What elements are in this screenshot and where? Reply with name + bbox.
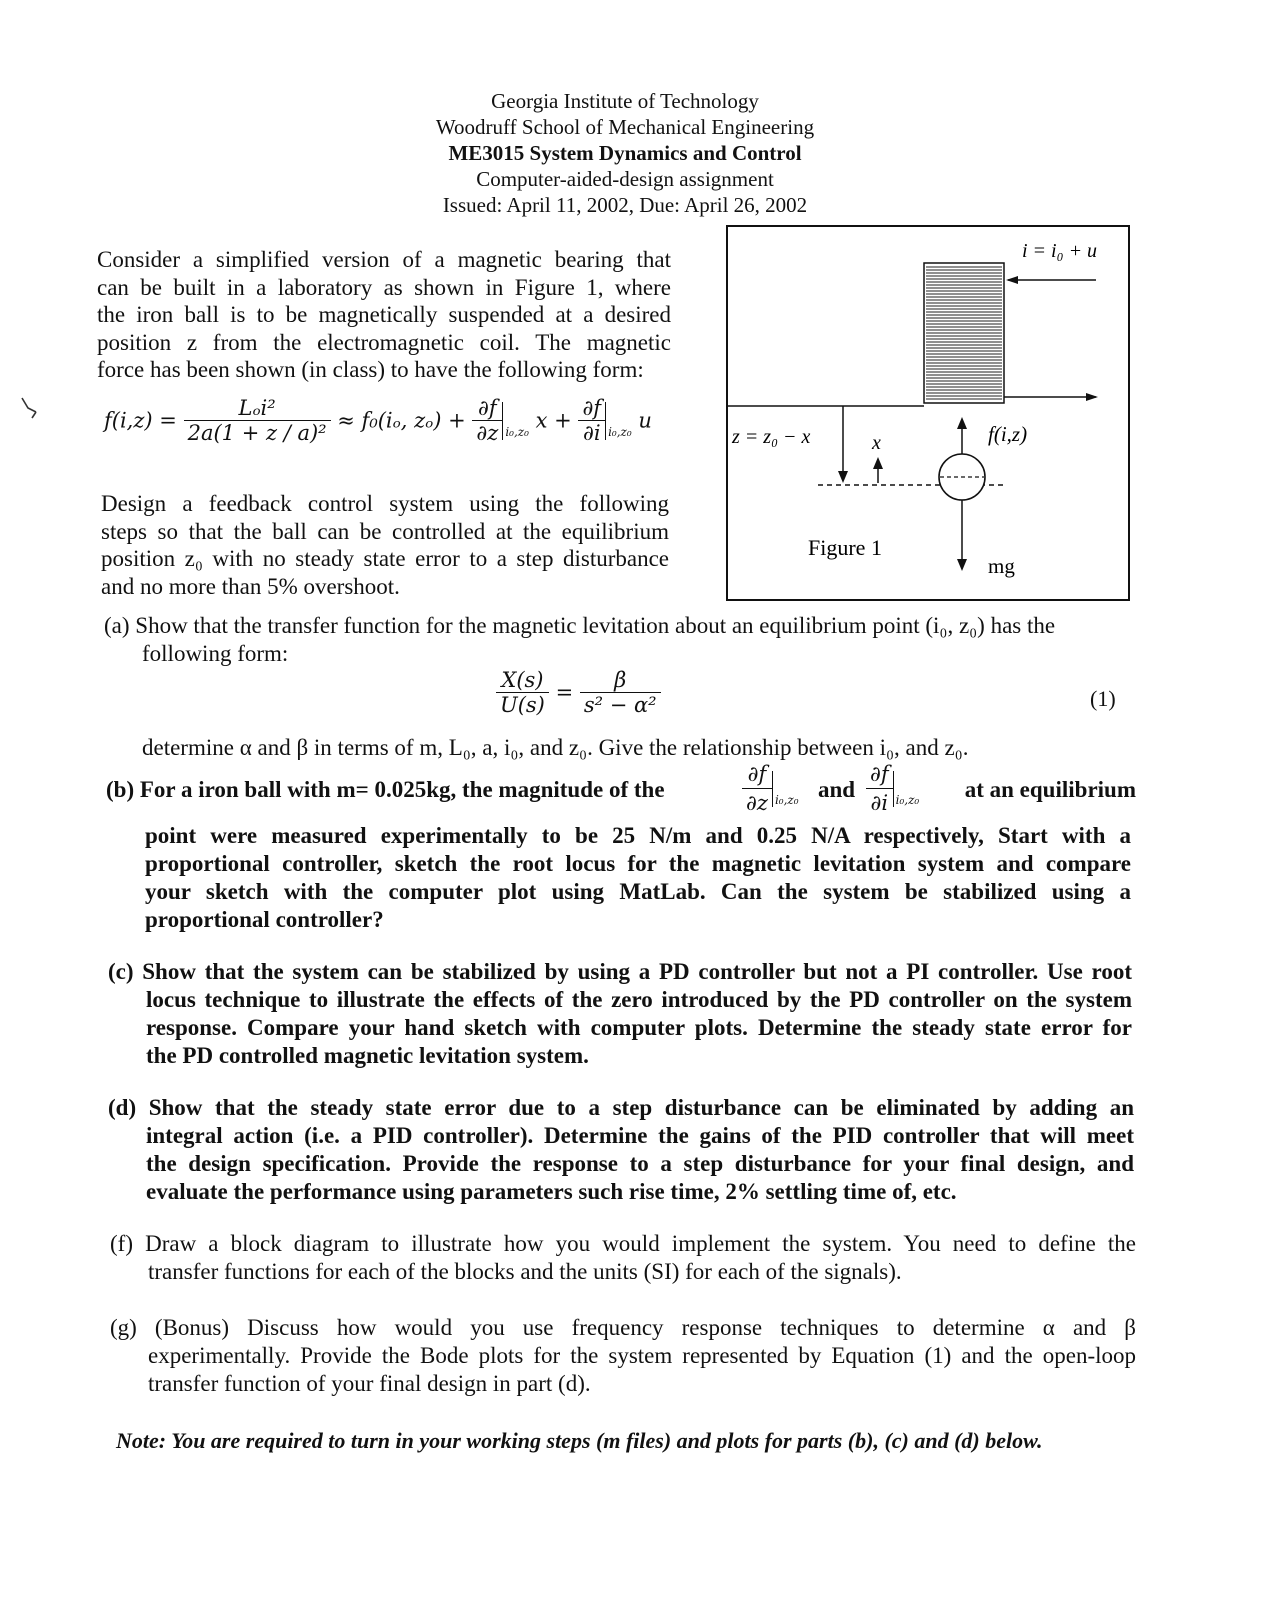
tf-equals: = — [555, 680, 574, 705]
part-a — [104, 612, 1134, 668]
part-f-line: transfer functions for each of the blocks and the units (SI) for each of the signals). — [148, 1259, 902, 1284]
eval-sub: i₀,z₀ — [895, 793, 920, 807]
partial-denominator: ∂z — [746, 791, 768, 815]
part-g-line: experimentally. Provide the Bode plots for the system represented by Equation (1) and the open-loop — [148, 1343, 1136, 1368]
eval-sub: i₀,z₀ — [505, 425, 529, 439]
force-denominator: 2a(1 + z / a)² — [187, 421, 327, 445]
partial-denominator: ∂i — [582, 421, 601, 445]
submission-note: Note: You are required to turn in your working steps (m files) and plots for parts (b), (c) and (d) below. — [116, 1428, 1043, 1453]
tf-rhs-den: s² − α² — [583, 693, 657, 717]
intro-line: can be built in a laboratory as shown in Figure 1, where — [97, 274, 671, 300]
partial-denominator: ∂i — [870, 791, 889, 815]
part-a-line: (a) Show that the transfer function for the magnetic levitation about an equilibrium point (i₀, z₀) has the — [104, 613, 1056, 638]
force-equation — [104, 396, 704, 466]
part-b-first-line — [106, 760, 1136, 816]
tf-lhs — [496, 668, 549, 717]
design-line: Design a feedback control system using the following — [101, 491, 669, 516]
part-g-line: (g) (Bonus) Discuss how would you use frequency response techniques to determine α and β — [110, 1315, 1136, 1340]
header-institution: Georgia Institute of Technology — [491, 89, 759, 113]
part-g-line: transfer function of your final design in part (d). — [148, 1371, 591, 1396]
header-assignment: Computer-aided-design assignment — [476, 167, 774, 191]
force-lhs: f(i,z) = — [104, 408, 177, 433]
eval-sub: i₀,z₀ — [774, 793, 799, 807]
header-school: Woodruff School of Mechanical Engineering — [435, 115, 815, 139]
part-b — [145, 822, 1131, 934]
part-c-line: (c) Show that the system can be stabilized by using a PD controller but not a PI controller. Use root — [108, 959, 1132, 984]
part-c-line: the PD controlled magnetic levitation system. — [146, 1043, 589, 1068]
part-b-partial-fz — [742, 760, 799, 817]
tf-rhs — [580, 668, 661, 717]
design-paragraph — [101, 490, 669, 600]
eval-sub: i₀,z₀ — [608, 425, 632, 439]
part-a-line: following form: — [142, 641, 289, 666]
intro-line: force has been shown (in class) to have the following form: — [97, 357, 644, 382]
part-f-line: (f) Draw a block diagram to illustrate how you would implement the system. You need to define the — [110, 1231, 1136, 1256]
figure-1 — [726, 225, 1132, 601]
weight-arrow-head — [957, 559, 967, 571]
equation-number: (1) — [1090, 686, 1116, 711]
current-label: i = i₀ + u — [1022, 240, 1098, 262]
pen-mark — [18, 394, 42, 426]
intro-line: position z from the electromagnetic coil. The magnetic — [97, 329, 671, 355]
force-numerator: Lₒi² — [184, 396, 331, 421]
design-line: steps so that the ball can be controlled at the equilibrium — [101, 518, 669, 544]
tf-lhs-den: U(s) — [500, 693, 545, 717]
part-c-line: response. Compare your hand sketch with computer plots. Determine the steady state error for — [146, 1015, 1132, 1040]
part-g — [110, 1314, 1136, 1398]
part-b-line: point were measured experimentally to be 25 N/m and 0.25 N/A respectively, Start with a — [145, 823, 1131, 848]
design-line: and no more than 5% overshoot. — [101, 573, 400, 599]
force-label: f(i,z) — [988, 422, 1028, 446]
part-d-line: (d) Show that the steady state error due to a step disturbance can be eliminated by adding an — [108, 1095, 1134, 1120]
part-c — [108, 958, 1132, 1070]
partial-fi — [578, 396, 605, 445]
part-b-lead: (b) For a iron ball with m= 0.025kg, the magnitude of the — [106, 777, 665, 802]
x-label: x — [872, 432, 881, 454]
part-f — [110, 1230, 1136, 1286]
part-c-line: locus technique to illustrate the effects of the zero introduced by the PD controller on the system — [146, 987, 1132, 1012]
partial-numerator: ∂f — [472, 396, 502, 421]
partial-numerator: ∂f — [578, 396, 605, 421]
part-a-after: determine α and β in terms of m, L₀, a, i₀, and z₀. Give the relationship between i₀, and z₀. — [142, 735, 969, 760]
x-arrow-head — [873, 457, 883, 469]
part-d — [108, 1094, 1134, 1206]
part-d-line: the design specification. Provide the response to a step disturbance for your final design, and — [146, 1151, 1134, 1176]
current-arrow-head — [1006, 276, 1018, 284]
part-b-line: your sketch with the computer plot using MatLab. Can the system be stabilized using a — [145, 879, 1131, 904]
position-label: z = z₀ − x — [732, 426, 811, 448]
force-approx: ≈ f₀(iₒ, zₒ) + — [337, 408, 466, 433]
x-term: x + — [535, 408, 572, 433]
force-arrow-head — [957, 417, 967, 429]
partial-numerator: ∂f — [866, 760, 893, 789]
tf-lhs-num: X(s) — [496, 668, 549, 693]
partial-fz — [472, 396, 502, 445]
design-line: position z₀ with no steady state error to a step disturbance — [101, 546, 669, 571]
weight-label: mg — [988, 554, 1015, 578]
transfer-function — [496, 668, 661, 717]
figure-caption: Figure 1 — [808, 535, 882, 560]
header-course: ME3015 System Dynamics and Control — [448, 141, 802, 165]
part-d-line: evaluate the performance using parameters such rise time, 2% settling time of, etc. — [146, 1179, 957, 1204]
part-b-line: proportional controller, sketch the root locus for the magnetic levitation system and compare — [145, 851, 1131, 876]
intro-paragraph — [97, 246, 671, 384]
intro-line: the iron ball is to be magnetically suspended at a desired — [97, 302, 671, 327]
intro-line: Consider a simplified version of a magnetic bearing that — [97, 247, 671, 272]
force-fraction — [184, 396, 331, 445]
partial-numerator: ∂f — [742, 760, 772, 789]
part-b-line: proportional controller? — [145, 907, 384, 932]
part-b-tail: at an equilibrium — [964, 777, 1136, 802]
z-arrow-head — [838, 471, 848, 483]
magnetic-levitation-diagram — [726, 225, 1132, 601]
tf-rhs-num: β — [580, 668, 661, 693]
part-b-and: and — [818, 777, 856, 802]
part-d-line: integral action (i.e. a PID controller). Determine the gains of the PID controller that will meet — [146, 1123, 1134, 1148]
header-dates: Issued: April 11, 2002, Due: April 26, 2002 — [442, 193, 808, 217]
return-lead-head — [1086, 393, 1098, 401]
part-b-partial-fi — [866, 760, 919, 817]
document-header — [0, 88, 1250, 218]
u-term: u — [638, 408, 652, 433]
partial-denominator: ∂z — [476, 421, 499, 445]
